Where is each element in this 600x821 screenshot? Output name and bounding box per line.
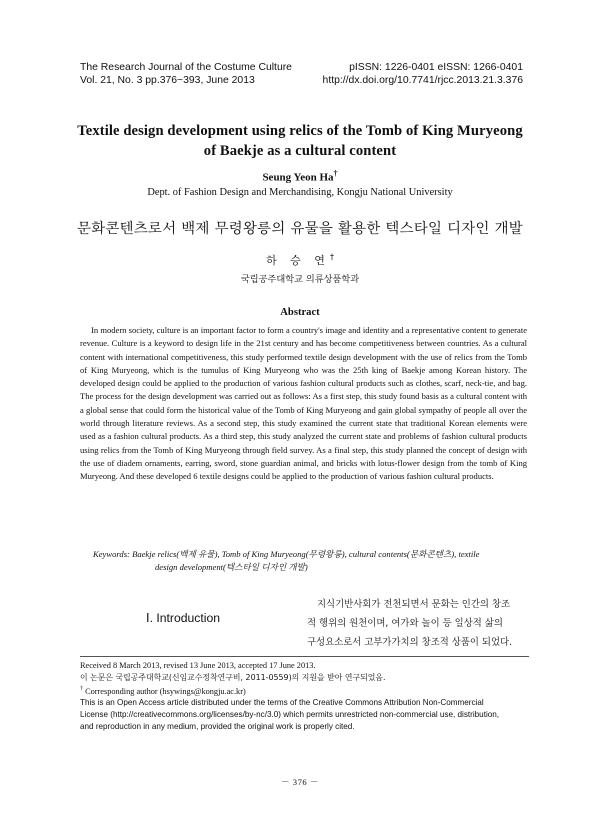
- footnote-mark: †: [80, 686, 83, 692]
- paper-title-line1: Textile design development using relics of the Tomb of King Muryeong: [77, 123, 523, 139]
- korean-author-text: 하 승 연: [266, 254, 330, 267]
- korean-author: [0, 252, 600, 268]
- korean-affiliation: 국립공주대학교 의류상품학과: [240, 274, 360, 285]
- paper-title: [60, 121, 540, 161]
- keywords: [93, 548, 527, 574]
- footnote-license-line3: and reproduction in any medium, provided the original work is properly cited.: [80, 722, 355, 731]
- issn: pISSN: 1226-0401 eISSN: 1266-0401: [349, 62, 523, 73]
- footnote-divider: [80, 656, 529, 657]
- body-line1: 지식기반사회가 전천되면서 문화는 인간의 창조: [317, 599, 511, 610]
- author-name-text: Seung Yeon Ha: [262, 171, 334, 184]
- section-heading: Ⅰ. Introduction: [146, 611, 221, 625]
- footnote-license-line2: License (http://creativecommons.org/licenses/by-nc/3.0) which permits unrestricted non-commercial use, distribution,: [80, 710, 500, 719]
- korean-title: 문화콘텐츠로서 백제 무령왕릉의 유물을 활용한 텍스타일 디자인 개발: [77, 221, 523, 237]
- author-name: [0, 169, 600, 184]
- journal-name: The Research Journal of the Costume Culture: [80, 62, 292, 73]
- body-line3: 구성요소로서 고부가가치의 창조적 상품이 되었다.: [307, 637, 513, 648]
- korean-corresponding-mark: †: [329, 252, 334, 262]
- footnote-funding: 이 논문은 국립공주대학교(신임교수정착연구비, 2011-0559)의 지원을 받아 연구되었음.: [80, 673, 386, 682]
- keywords-line2: design development(텍스타일 디자인 개발): [155, 562, 308, 572]
- body-line2: 적 행위의 원천이며, 여가와 놀이 등 일상적 삶의: [307, 618, 503, 629]
- page-number: － 376 －: [281, 777, 319, 787]
- keywords-line1: Keywords: Baekje relics(백제 유물), Tomb of King Muryeong(무령왕릉), cultural contents(문화콘텐츠), textile: [93, 549, 480, 559]
- abstract-heading: Abstract: [280, 307, 320, 318]
- paper-title-line2: of Baekje as a cultural content: [203, 143, 397, 159]
- footnote-corresponding-text: Corresponding author (hsywings@kongju.ac.kr): [85, 686, 246, 696]
- doi-link[interactable]: http://dx.doi.org/10.7741/rjcc.2013.21.3.376: [322, 74, 523, 86]
- author-affiliation: Dept. of Fashion Design and Merchandising, Kongju National University: [147, 187, 453, 198]
- volume-info: Vol. 21, No. 3 pp.376~393, June 2013: [80, 74, 255, 86]
- footnote-corresponding: [80, 684, 532, 697]
- running-header-right: [323, 62, 523, 87]
- footnote-license-line1: This is an Open Access article distributed under the terms of the Creative Commons Attribution Non-Commercial: [80, 698, 484, 707]
- footnote-received: Received 8 March 2013, revised 13 June 2013, accepted 17 June 2013.: [80, 661, 316, 670]
- running-header-left: [80, 62, 292, 87]
- body-text-korean: [307, 595, 529, 652]
- corresponding-mark: †: [333, 169, 338, 178]
- abstract-text: In modern society, culture is an important factor to form a country's image and identity and a representative content to generate revenue. Culture is a keyword to design life in the 21st century and has become competitiveness between countries. As a cultural content with international competitiveness, this study performed textile design development with the use of relics from the Tomb of King Muryeong, which is the tumulus of King Muryeong who was the 25th king of Baekje among Korean history. The developed design could be applied to the production of various fashion cultural products such as clothes, scarf, neck-tie, and bag. The process for the design development was carried out as follows: As a first step, this study found basis as a cultural content with a global sense that could form the historical value of the Tomb of King Muryeong and gain global sympathy of people all over the world through literature reviews. As a second step, this study examined the current state that traditional Korean elements were used as a fashion cultural products. As a third step, this study analyzed the current state and problems of fashion cultural products using relics from the Tomb of King Muryeong through field survey. As a final step, this study planned the concept of design with the use of diadem ornaments, earring, sword, stone guardian animal, and bricks with lotus-flower design from the tomb of King Muryeong. And these developed 6 textile designs could be applied to the production of various fashion cultural products.: [80, 325, 527, 482]
